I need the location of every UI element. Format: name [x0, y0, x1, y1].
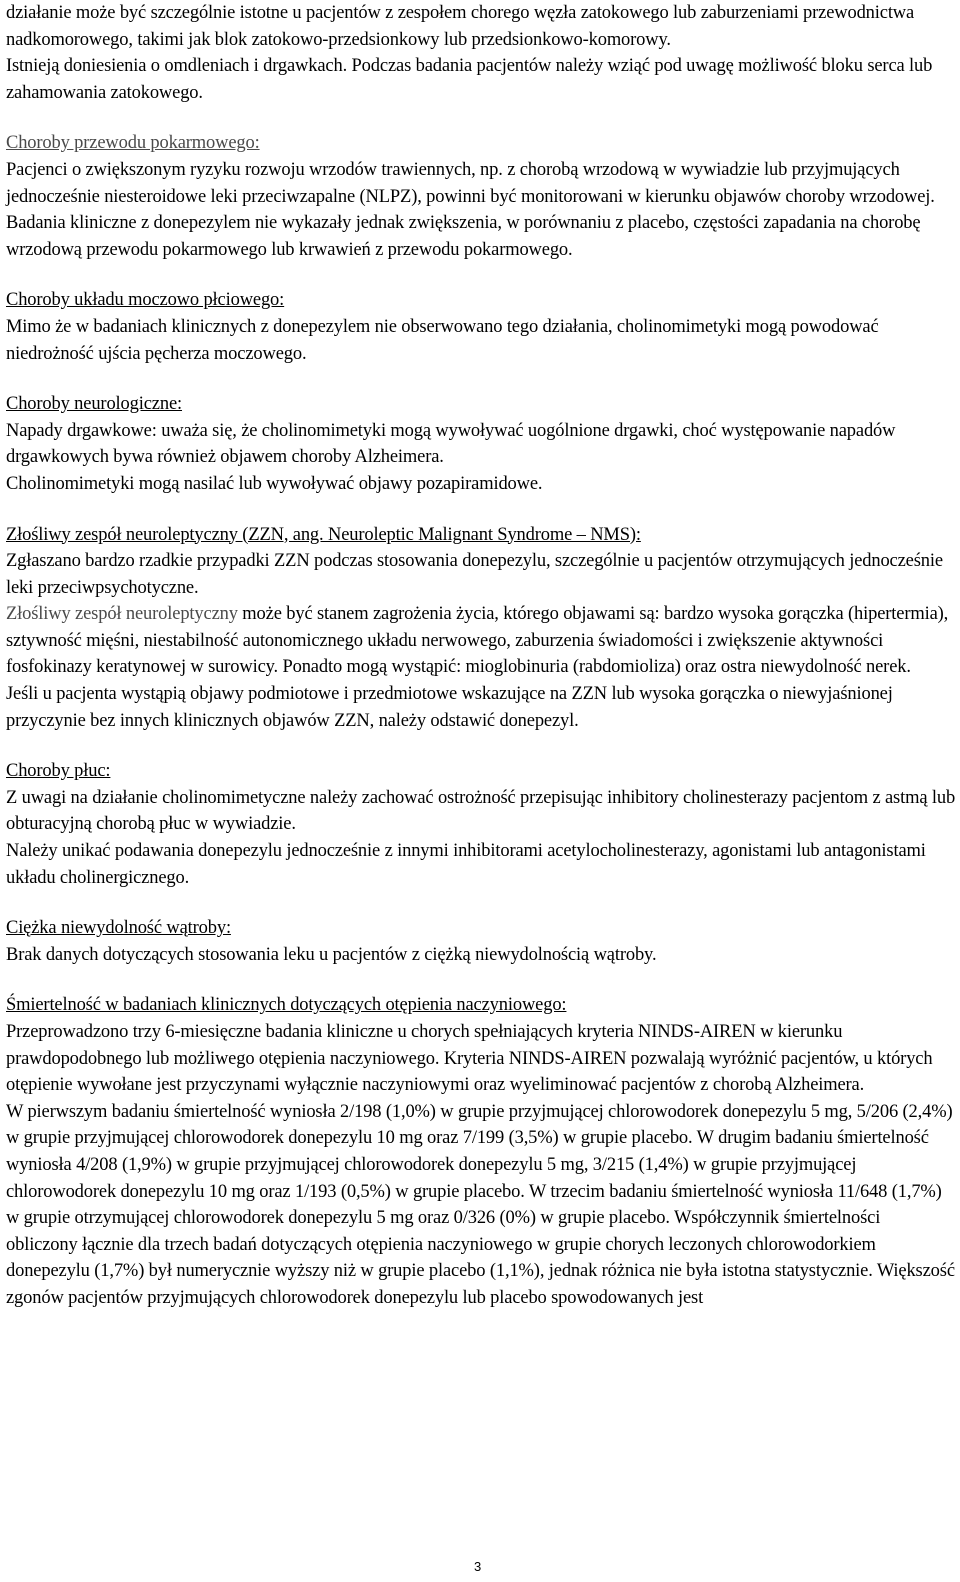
- page-number: 3: [474, 1559, 482, 1574]
- heading-urogenital: Choroby układu moczowo płciowego:: [6, 290, 285, 311]
- paragraph-nms-symptoms: [6, 601, 956, 681]
- paragraph-mortality-criteria: Przeprowadzono trzy 6-miesięczne badania kliniczne u chorych spełniających kryteria NINDS-AIREN w kierunku prawdopodobnego lub możliwego otępienia naczyniowego. Kryteria NINDS-AIREN pozwalają wyróżnić pacjentów, u których otępienie wywołane jest przyczynami wyłącznie naczyniowymi oraz wyeliminować pacjentów z chorobą Alzheimera.: [6, 1022, 933, 1096]
- paragraph-conduction: działanie może być szczególnie istotne u pacjentów z zespołem chorego węzła zatokowego lub zaburzeniami przewodnictwa nadkomorowego, takimi jak blok zatokowo-przedsionkowy lub przedsionkowo-komorowy.: [6, 3, 915, 50]
- document-page: [6, 0, 956, 1312]
- heading-neurological: Choroby neurologiczne:: [6, 394, 183, 415]
- paragraph-extrapyramidal: Cholinomimetyki mogą nasilać lub wywoływać objawy pozapiramidowe.: [6, 473, 543, 494]
- heading-liver: Ciężka niewydolność wątroby:: [6, 918, 231, 939]
- heading-mortality: Śmiertelność w badaniach klinicznych dotyczących otępienia naczyniowego:: [6, 995, 567, 1016]
- heading-gastrointestinal: Choroby przewodu pokarmowego:: [6, 133, 260, 154]
- heading-lung: Choroby płuc:: [6, 761, 111, 782]
- paragraph-liver: Brak danych dotyczących stosowania leku u pacjentów z ciężką niewydolnością wątroby.: [6, 944, 657, 965]
- nms-symptoms-text: może być stanem zagrożenia życia, którego objawami są: bardzo wysoka gorączka (hipertermia), sztywność mięśni, niestabilność autonomicznego układu nerwowego, zaburzenia świadomości i zwiększenie aktywności fosfokinazy keratynowej w surowicy. Ponadto mogą wystąpić: mioglobinuria (rabdomioliza) oraz ostra niewydolność nerek.: [6, 604, 949, 678]
- paragraph-syncope: Istnieją doniesienia o omdleniach i drgawkach. Podczas badania pacjentów należy wziąć pod uwagę możliwość bloku serca lub zahamowania zatokowego.: [6, 56, 933, 103]
- paragraph-asthma: Z uwagi na działanie cholinomimetyczne należy zachować ostrożność przepisując inhibitory cholinesterazy pacjentom z astmą lub obturacyjną chorobą płuc w wywiadzie.: [6, 787, 956, 835]
- paragraph-seizures: Napady drgawkowe: uważa się, że cholinomimetyki mogą wywoływać uogólnione drgawki, choć występowanie napadów drgawkowych bywa również objawem choroby Alzheimera.: [6, 420, 896, 468]
- paragraph-nms-reports: Zgłaszano bardzo rzadkie przypadki ZZN podczas stosowania donepezylu, szczególnie u pacjentów otrzymujących jednocześnie leki przeciwpsychotyczne.: [6, 551, 943, 598]
- paragraph-interactions: Należy unikać podawania donepezylu jednocześnie z innymi inhibitorami acetylocholinesterazy, agonistami lub antagonistami układu cholinergicznego.: [6, 841, 926, 888]
- paragraph-mortality-results: W pierwszym badaniu śmiertelność wyniosła 2/198 (1,0%) w grupie przyjmującej chlorowodorek donepezylu 5 mg, 5/206 (2,4%) w grupie przyjmującej chlorowodorek donepezylu 10 mg oraz 7/199 (3,5%) w grupie placebo. W drugim badaniu śmiertelność wyniosła 4/208 (1,9%) w grupie przyjmującej chlorowodorek donepezylu 5 mg, 3/215 (1,4%) w grupie przyjmującej chlorowodorek donepezylu 10 mg oraz 1/193 (0,5%) w grupie placebo. W trzecim badaniu śmiertelność wyniosła 11/648 (1,7%) w grupie otrzymującej chlorowodorek donepezylu 5 mg oraz 0/326 (0%) w grupie placebo. Współczynnik śmiertelności obliczony łącznie dla trzech badań dotyczących otępienia naczyniowego w grupie chorych leczonych chlorowodorkiem donepezylu (1,7%) był numerycznie wyższy niż w grupie placebo (1,1%), jednak różnica nie była istotna statystycznie. Większość zgonów pacjentów przyjmujących chlorowodorek donepezylu lub placebo spowodowanych jest: [6, 1101, 955, 1308]
- paragraph-gastrointestinal: Pacjenci o zwiększonym ryzyku rozwoju wrzodów trawiennych, np. z chorobą wrzodową w wywiadzie lub przyjmujących jednocześnie niesteroidowe leki przeciwzapalne (NLPZ), powinni być monitorowani w kierunku objawów choroby wrzodowej. Badania kliniczne z donepezylem nie wykazały jednak zwiększenia, w porównaniu z placebo, częstości zapadania na chorobę wrzodową przewodu pokarmowego lub krwawień z przewodu pokarmowego.: [6, 159, 935, 260]
- nms-term: Złośliwy zespół neuroleptyczny: [6, 604, 238, 625]
- paragraph-urogenital: Mimo że w badaniach klinicznych z donepezylem nie obserwowano tego działania, cholinomimetyki mogą powodować niedrożność ujścia pęcherza moczowego.: [6, 316, 879, 364]
- paragraph-nms-discontinue: Jeśli u pacjenta wystąpią objawy podmiotowe i przedmiotowe wskazujące na ZZN lub wysoka gorączka o niewyjaśnionej przyczynie bez innych klinicznych objawów ZZN, należy odstawić donepezyl.: [6, 684, 893, 731]
- heading-nms: Złośliwy zespół neuroleptyczny (ZZN, ang. Neuroleptic Malignant Syndrome – NMS):: [6, 524, 641, 545]
